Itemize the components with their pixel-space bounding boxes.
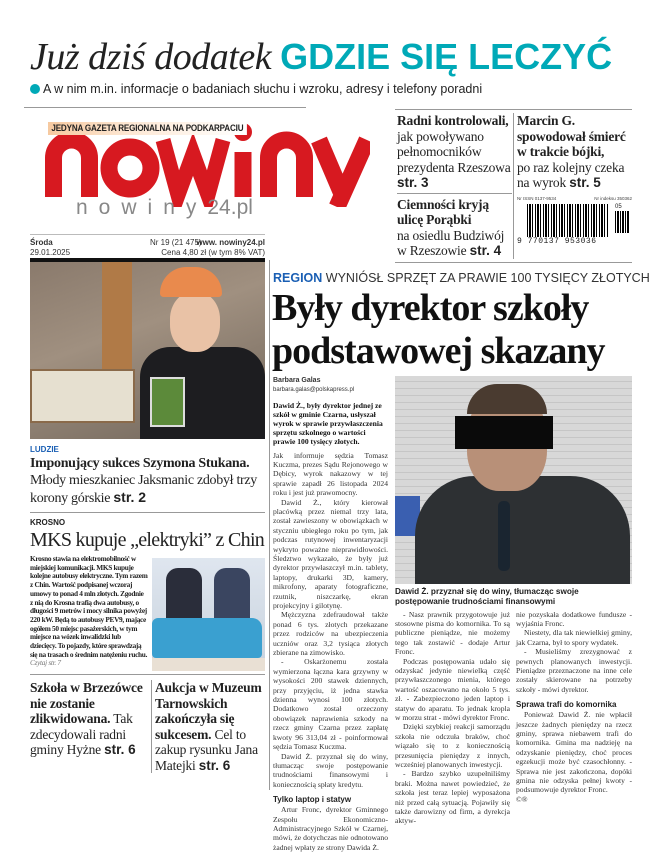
teaser-ciemnosci[interactable] — [397, 197, 512, 259]
article-paragraph: Mężczyzna zdefraudował także ponad 6 tys. złotych przekazane przez rodziców na ubezpieczenia uczniów oraz 3,2 tysiąca złotych zbierane na zimowisko. — [273, 610, 388, 658]
article-paragraph: Dawid Ż. przyznał się do winy, tłumacząc swoje postępowanie trudnościami finansowymi i koniecznością spłaty kredytu. — [273, 751, 388, 789]
trail-sign — [30, 369, 135, 423]
article-paragraph: - Oskarżonemu została wymierzona łączna kara grzywny w wysokości 200 stawek dziennych, przy przyjęciu, iż jedna stawka dzienna wynosi 100 złotych. Dodatkowo został orzeczony obowiązek naprawienia szkody na rzecz gminy Czarna przez zapłatę kwoty 96 313,04 zł - poinformował sędzia Tomasz Kuczma. — [273, 657, 388, 752]
article-paragraph: Dawid Ż., który kierował placówką przez niemal trzy lata, został zawieszony w obowiązkach w styczniu ubiegłego roku po tym, jak podczas rutynowej inwentaryzacji wykryto poważne nieprawidłowości. Śledztwo wykazało, że były już dyrektor przywłaszczył m.in. tablety, laptopy, drukarki 3D, kamery, mikrofony, aparaty fotograficzne, rzutnik, niszczarkę, ekran projekcyjny i gilotynę. — [273, 497, 388, 611]
teaser-page: str. 3 — [397, 175, 429, 190]
article-column-1 — [273, 451, 388, 852]
promo-headline — [30, 35, 612, 79]
barcode-bars — [527, 204, 609, 237]
website-link[interactable]: www. nowiny24.pl — [196, 238, 265, 247]
main-kicker-row — [273, 271, 658, 286]
article-paragraph: Niestety, dla tak niewielkiej gminy, jak Czarna, był to spory wydatek. — [516, 628, 632, 647]
main-kicker: REGION — [273, 270, 323, 285]
read-more[interactable]: Czytaj str. 7 — [30, 658, 61, 668]
bus-model — [152, 618, 262, 658]
url-suffix: 24.pl — [207, 196, 253, 219]
post — [102, 262, 132, 377]
man-left — [166, 568, 202, 618]
ludzie-teaser[interactable] — [30, 456, 268, 508]
logo-letter-o — [109, 147, 151, 189]
addon-bars — [615, 211, 629, 233]
krosno-lead — [30, 555, 148, 668]
censor-bar — [455, 416, 553, 449]
logo-letter-n — [54, 140, 90, 197]
issue-day: Środa — [30, 238, 53, 247]
article-subheading: Sprawa trafi do komornika — [516, 700, 617, 710]
divider — [395, 109, 632, 110]
teaser-text: Tak zdecydowali radni gminy Hyżne — [30, 711, 133, 757]
article-paragraph: Jak informuje sędzia Tomasz Kuczma, prezes Sądu Rejonowego w Dębicy, wyrok nakazowy w tej sprawie zapadł 26 listopada 2024 roku i jest już prawomocny. — [273, 450, 388, 498]
teaser-marcin[interactable] — [517, 113, 635, 191]
teaser-text: po raz kolejny czeka na wyrok — [517, 159, 625, 190]
left-column — [30, 262, 268, 773]
article-paragraph: Podczas postępowania udało się odzyskać jedynie niewielką część przywłaszczonego mienia, którego wartość oszacowano na około 5 tys. zł. - Zabezpieczono jeden laptop i statyw do aparatu. To jednak kropla w morzu strat - mówi dyrektor Fronc. — [395, 656, 510, 722]
divider — [24, 107, 306, 108]
teaser-page: str. 4 — [469, 243, 502, 258]
teaser-text: Młody mieszkaniec Jaksmanic zdobył trzy korony górskie — [30, 472, 258, 506]
booklet — [150, 377, 185, 427]
teaser-brzezowka[interactable] — [30, 680, 148, 758]
article-subheading: Tylko laptop i statyw — [273, 795, 352, 805]
logo-letter-w — [163, 140, 223, 195]
promo-subtitle-text: A w nim m.in. informacje o badaniach słuchu i wzroku, adresy i telefony poradni — [43, 82, 483, 96]
divider — [30, 674, 265, 675]
promo-lead: Już dziś dodatek — [30, 36, 272, 78]
main-lead: Dawid Ż., były dyrektor jednej ze szkół w gminie Czarna, usłyszał wyrok w sprawie przywłaszczenia sprzętu szkolnego o wartości prawie 100 tysięcy złotych. — [273, 400, 383, 447]
barcode-digits: 9 770137 953036 — [517, 236, 597, 246]
teaser-text: Cel to zakup rysunku Jana Matejki — [155, 726, 258, 773]
teaser-headline: Marcin G. spowodował śmierć w trakcie bójki, — [517, 113, 626, 159]
ludzie-kicker: LUDZIE — [30, 445, 59, 454]
author-email[interactable]: barbara.galas@polskapress.pl — [273, 386, 355, 393]
barcode — [517, 196, 632, 247]
promo-highlight: GDZIE SIĘ LECZYĆ — [280, 36, 613, 77]
photo-szymon — [30, 262, 265, 439]
krosno-lead-text: Krosno stawia na elektromobilność w miejskiej komunikacji. MKS kupuje kolejne autobusy elektryczne. Tym razem z Chin. Wartość podpisanej wczoraj umowy to ponad 4 mln złotych. Zgodnie z nią do Krosna trafią dwa autobusy, o długości 9 metrów i mocy silnika powyżej 220 kW. Będą to autobusy PEV9, mające ogółem 50 miejsc pasażerskich, w tym miejsce na wózek inwalidzki lub dziecięcy. To pojazdy, które sprawdzają się na trasach o średnim natężeniu ruchu. — [30, 554, 148, 659]
teaser-aukcja[interactable] — [155, 680, 268, 773]
photo-caption: Dawid Ż. przyznał się do winy, tłumacząc swoje postępowanie trudnościami finansowymi — [395, 586, 579, 606]
divider — [30, 234, 265, 235]
teaser-text: jak powoływano pełnomocników prezydenta Rzeszowa — [397, 128, 511, 175]
teaser-headline: Szkoła w Brzezówce nie zostanie zlikwidowana. — [30, 680, 143, 726]
url-name: nowiny — [76, 196, 208, 219]
article-paragraph: Dzięki szybkiej reakcji samorządu szkoła nie odczuła braków, choć wiązało się to z koniecznością przesunięcia pieniędzy z innych, wcześniej planowanych inwestycji. — [395, 722, 510, 769]
divider — [30, 512, 265, 513]
teaser-headline: Radni kontrolowali, — [397, 113, 509, 128]
teaser-radni[interactable] — [397, 113, 512, 191]
divider — [397, 193, 512, 194]
cap — [160, 267, 222, 297]
face — [170, 292, 220, 352]
column-divider — [269, 260, 270, 790]
teaser-headline: Imponujący sukces Szymona Stukana. — [30, 456, 250, 471]
teaser-page: str. 2 — [113, 489, 147, 505]
photo-bus-signing — [152, 558, 265, 671]
krosno-kicker: KROSNO — [30, 517, 66, 527]
article-paragraph: nie pozyskała dodatkowe fundusze - wyjaśnia Fronc. — [516, 609, 632, 628]
jacket — [415, 476, 630, 584]
teaser-page: str. 6 — [198, 757, 231, 773]
article-column-2 — [395, 610, 510, 826]
issue-date-text: 29.01.2025 — [30, 247, 71, 257]
issue-date — [30, 238, 70, 257]
issue-number: Nr 19 (21 475) — [150, 238, 202, 247]
microphone — [498, 501, 510, 571]
issue-info — [161, 238, 265, 257]
byline — [273, 376, 388, 395]
krosno-headline[interactable]: MKS kupuje „elektryki” z Chin — [30, 528, 265, 551]
issue-price: Cena 4,80 zł (w tym 8% VAT) — [161, 247, 265, 257]
author: Barbara Galas — [273, 376, 321, 384]
teaser-text: na osiedlu Budziwój w Rzeszowie — [397, 227, 505, 258]
main-headline[interactable]: Były dyrektor szkoły podstawowej skazany — [272, 286, 605, 372]
divider — [513, 113, 514, 259]
signoff: ©® — [516, 794, 528, 804]
article-paragraph: Artur Fronc, dyrektor Gminnego Zespołu Ekonomiczno-Administracyjnego Szkół w Czarnej, mówi, że dotychczas nie odnotowano żadnej wpłaty ze strony Dawida Ż. — [273, 805, 388, 852]
masthead-url — [76, 196, 253, 220]
article-paragraph: Ponieważ Dawid Ż. nie wpłacił jeszcze żadnych pieniędzy na rzecz gminy, sprawa niebawem trafi do komornika. Gmina ma nadzieję na odzyskanie pieniędzy, choć proces egzekucji może być czasochłonny. - Sprawa nie jest zakończona, dopóki gmina nie odzyska pełnej kwoty - podsumowuje dyrektor Fronc. — [516, 710, 632, 795]
issn: Nr ISSN 0137-9534 — [517, 195, 557, 201]
man-right — [214, 568, 250, 618]
promo-subtitle — [30, 82, 482, 97]
article-paragraph: - Bardzo szybko uzupełniliśmy braki. Można nawet powiedzieć, że szkoła jest teraz lepiej wyposażona niż przed całą sytuacją. Pojawiły się także darowizny od firm, a dyrekcja aktyw- — [395, 769, 510, 826]
right-column — [272, 109, 658, 852]
teaser-headline: Aukcja w Muzeum Tarnowskich zakończyła się sukcesem. — [155, 680, 262, 742]
main-subhead: WYNIÓSŁ SPRZĘT ZA PRAWIE 100 TYSIĘCY ZŁOTYCH — [325, 270, 650, 285]
barcode-addon: 05 — [615, 203, 622, 210]
photo-dawid — [395, 376, 632, 584]
article-paragraph: - Musieliśmy zrezygnować z pewnych planowanych inwestycji. Pieniądze przeznaczone na inne cele zostały skierowane na potrzeby szkoły - mówi dyrektor. — [516, 647, 632, 694]
teaser-headline: Ciemności kryją ulicę Porąbki — [397, 196, 489, 227]
hair — [467, 384, 547, 414]
divider — [151, 680, 152, 773]
bullet-icon — [30, 84, 40, 94]
article-column-3 — [516, 610, 632, 805]
masthead-tagline: JEDYNA GAZETA REGIONALNA NA PODKARPACIU — [48, 122, 247, 135]
table — [152, 658, 265, 671]
teaser-page: str. 6 — [104, 742, 136, 757]
index-number: Nr indeksu 350362 — [594, 195, 632, 201]
divider — [395, 262, 632, 263]
article-paragraph: - Nasz prawnik przygotowuje już stosowne pisma do komornika. To są publiczne pieniądze, nie możemy tego tak zostawić - dodaje Artur Fronc. — [395, 609, 510, 657]
teaser-page: str. 5 — [569, 175, 601, 190]
